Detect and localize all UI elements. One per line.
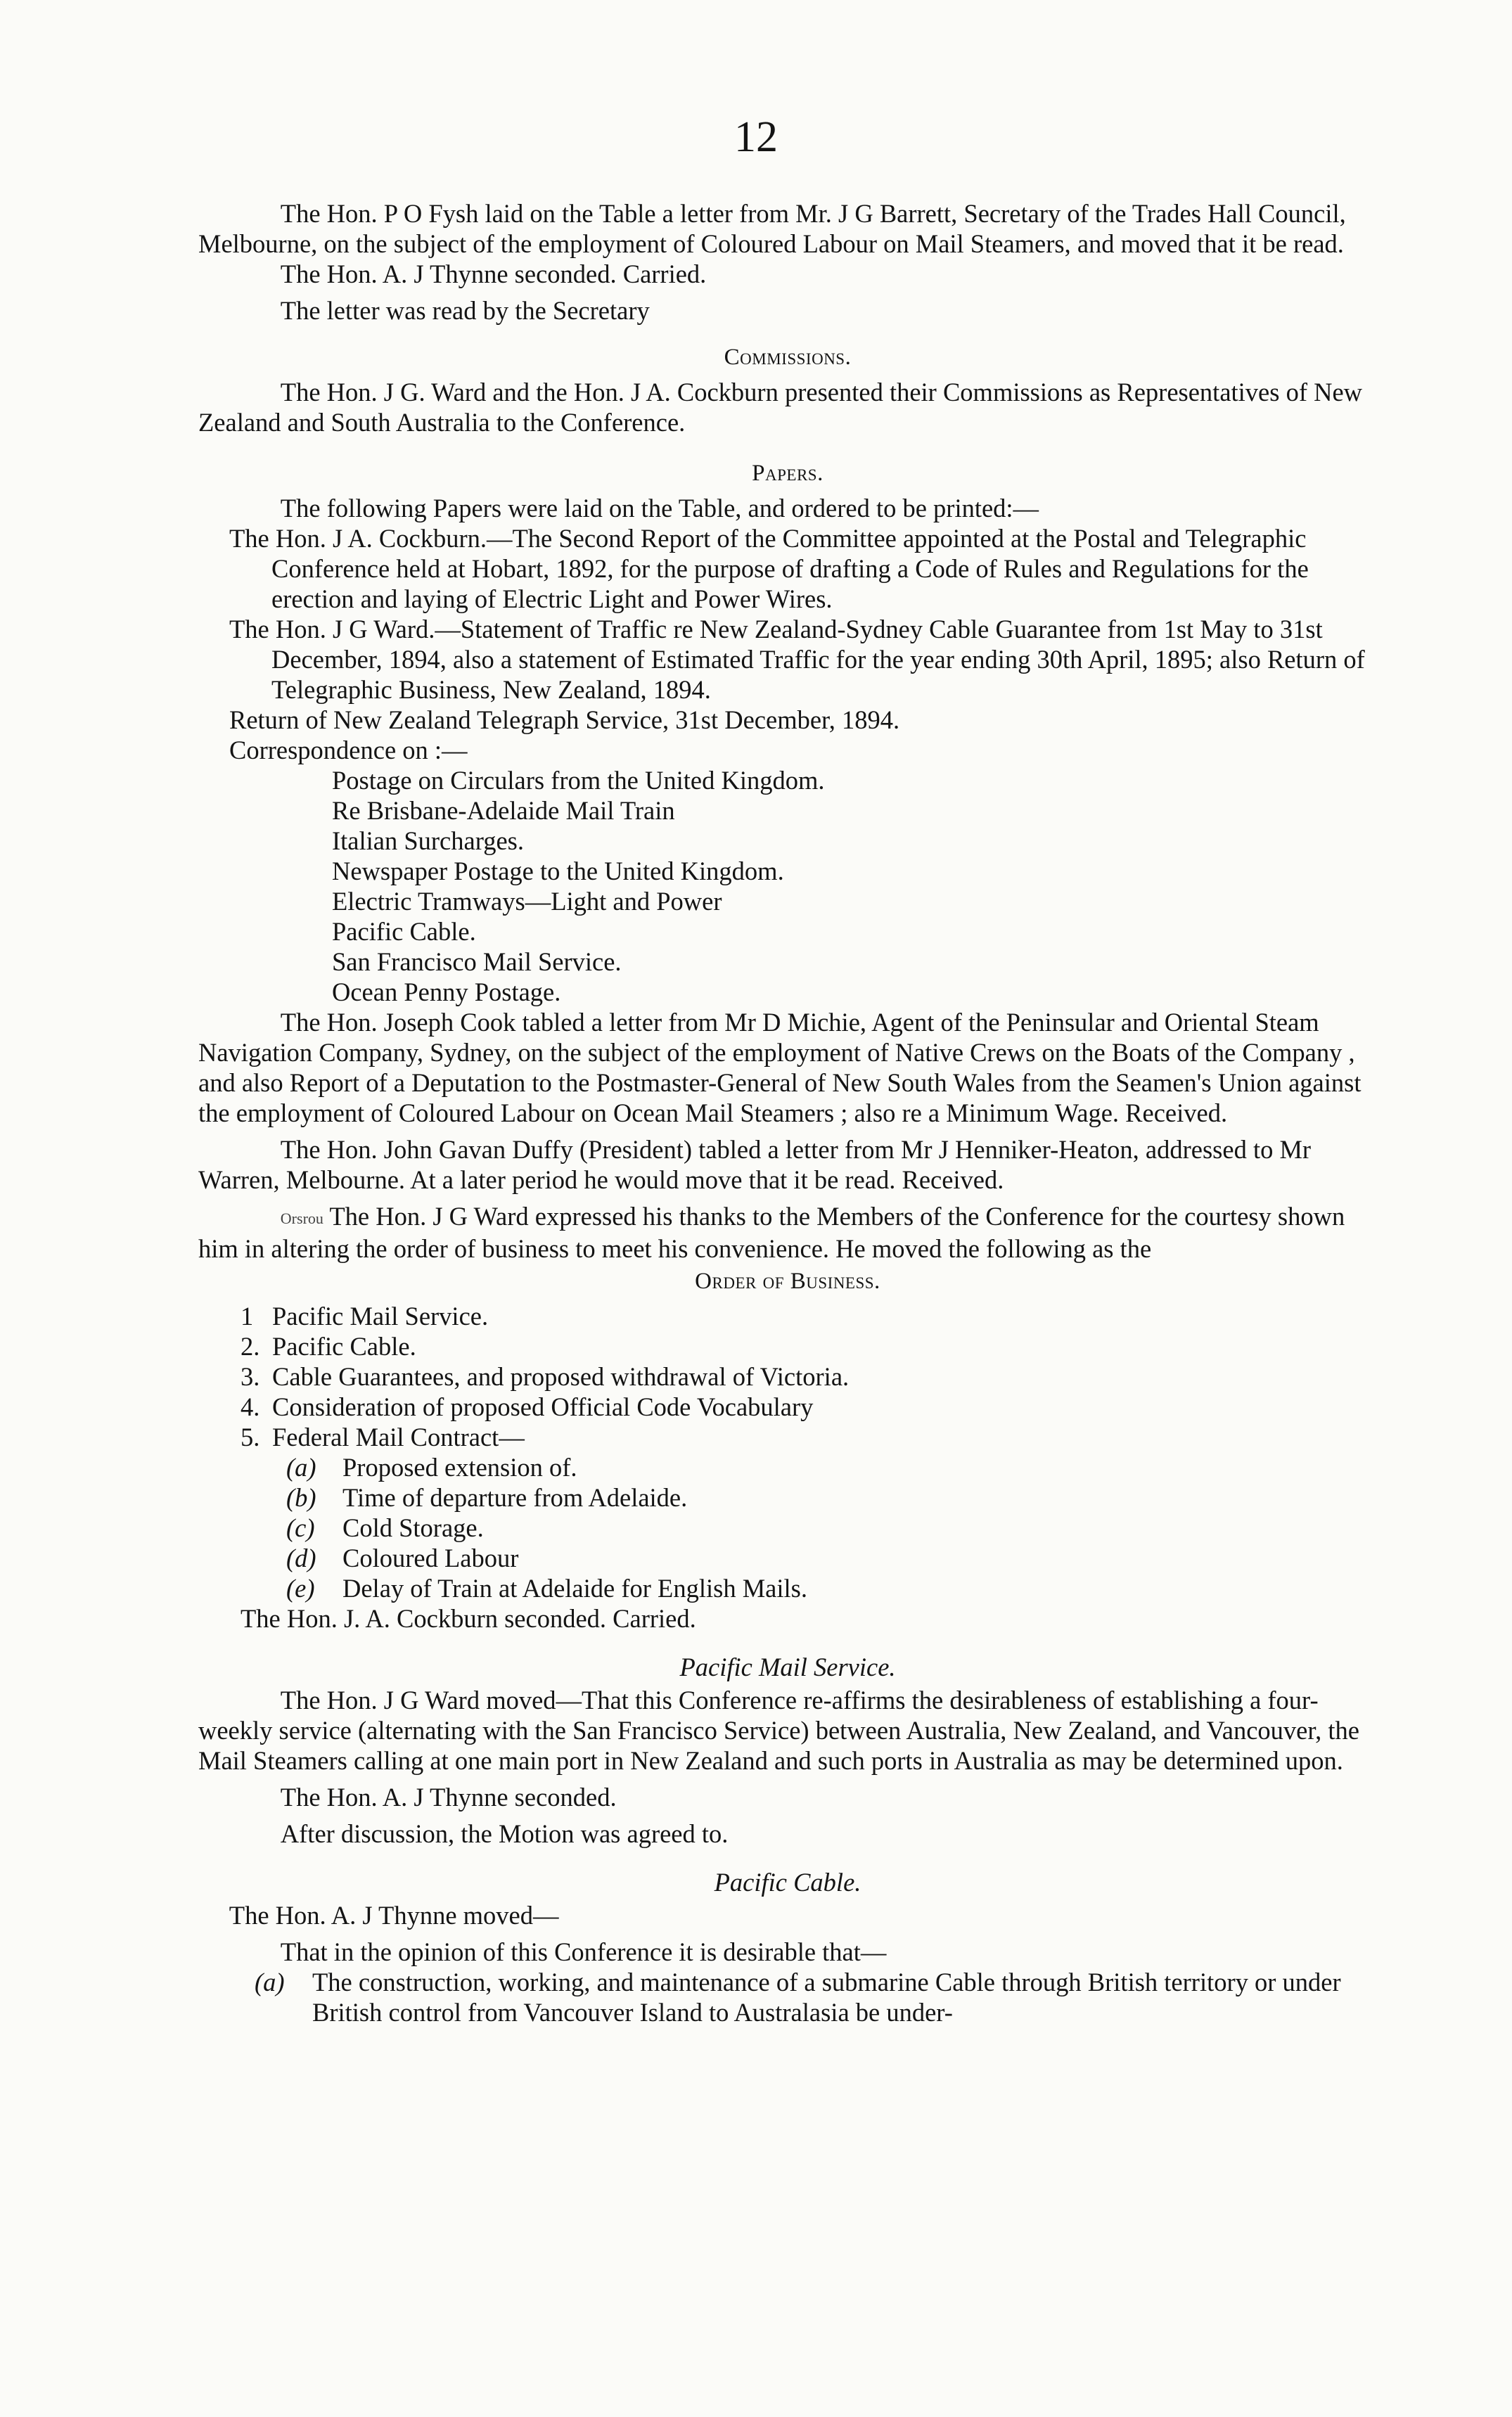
paragraph-cook-letter: The Hon. Joseph Cook tabled a letter from Mr D Michie, Agent of the Peninsular and Oriental Steam Navigation Company, Sydney, on the subject of the employment of Native Crews on the Boats of the Company , and also Report of a Deputation to the Postmaster-General of New South Wales from the Seamen's Union against the employment of Coloured Labour on Ocean Mail Steamers ; also re a Minimum Wage. Received. [198, 1008, 1362, 1127]
paragraph-papers-intro: The following Papers were laid on the Table, and ordered to be printed:— [280, 494, 1039, 522]
sublist-item [286, 1513, 1377, 1543]
list-item: Re Brisbane-Adelaide Mail Train [332, 796, 675, 825]
list-item [241, 1331, 1377, 1361]
list-item: Newspaper Postage to the United Kingdom. [332, 857, 784, 885]
page-body [198, 198, 1377, 2027]
paragraph-ward-motion: The Hon. J G Ward moved—That this Conference re-affirms the desirableness of establishing a four-weekly service (alternating with the San Francisco Service) between Australia, New Zealand, and Vancouver, the Mail Steamers calling at one main port in New Zealand and such ports in Australia as may be determined upon. [198, 1686, 1359, 1775]
list-item [241, 1422, 1377, 1452]
paragraph-cockburn-seconded: The Hon. J. A. Cockburn seconded. Carried. [241, 1604, 696, 1633]
paragraph-duffy-letter: The Hon. John Gavan Duffy (President) tabled a letter from Mr J Henniker-Heaton, addressed to Mr Warren, Melbourne. At a later period he would move that it be read. Received. [198, 1135, 1312, 1194]
sublist-item [286, 1573, 1377, 1603]
paragraph-correspondence-on: Correspondence on :— [229, 736, 468, 764]
item-text: Pacific Cable. [272, 1332, 416, 1361]
item-text: Cable Guarantees, and proposed withdrawal of Victoria. [272, 1362, 850, 1391]
item-label: (b) [286, 1483, 316, 1512]
paragraph-motion-agreed: After discussion, the Motion was agreed to. [280, 1819, 729, 1848]
list-item [241, 1361, 1377, 1392]
heading-pacific-cable: Pacific Cable. [714, 1868, 861, 1897]
paragraph-cockburn-report: The Hon. J A. Cockburn.—The Second Report of the Committee appointed at the Postal and Telegraphic Conference held at Hobart, 1892, for the purpose of drafting a Code of Rules and Regulations for the erection and laying of Electric Light and Power Wires. [229, 524, 1309, 613]
item-text: Pacific Mail Service. [272, 1302, 489, 1331]
item-text: Federal Mail Contract— [272, 1423, 525, 1451]
federal-contract-sublist [286, 1452, 1377, 1603]
order-of-business-list [241, 1301, 1377, 1452]
paragraph-letter-read: The letter was read by the Secretary [280, 296, 650, 325]
item-number: 2. [241, 1332, 260, 1361]
paragraph-ward-statement: The Hon. J G Ward.—Statement of Traffic re New Zealand-Sydney Cable Guarantee from 1st May to 31st December, 1894, also a statement of Estimated Traffic for the year ending 30th April, 1895; also Return of Telegraphic Business, New Zealand, 1894. [229, 615, 1365, 704]
cable-item [255, 1967, 1377, 2027]
item-label: (c) [286, 1513, 315, 1542]
list-item: Italian Surcharges. [332, 826, 524, 855]
heading-commissions: Commissions. [724, 345, 852, 370]
item-number: 4. [241, 1392, 260, 1421]
sublist-item [286, 1482, 1377, 1513]
item-label: (d) [286, 1544, 316, 1572]
paragraph-fysh-letter: The Hon. P O Fysh laid on the Table a letter from Mr. J G Barrett, Secretary of the Trades Hall Council, Melbourne, on the subject of the employment of Coloured Labour on Mail Steamers, and moved that it be read. [198, 199, 1346, 258]
item-text: Time of departure from Adelaide. [342, 1483, 688, 1512]
item-text: The construction, working, and maintenance of a submarine Cable through British territory or under British control from Vancouver Island to Australasia be under- [312, 1968, 1341, 2027]
heading-pacific-mail-service: Pacific Mail Service. [679, 1653, 896, 1681]
sublist-item [286, 1452, 1377, 1482]
page-number: 12 [734, 113, 778, 161]
item-label: (a) [255, 1968, 285, 1996]
sublist-item [286, 1543, 1377, 1573]
paragraph-ward-thanks [198, 1201, 1377, 1264]
list-item: Ocean Penny Postage. [332, 977, 561, 1006]
list-item: Postage on Circulars from the United Kingdom. [332, 766, 825, 795]
paragraph-ward-thanks-text: The Hon. J G Ward expressed his thanks to the Members of the Conference for the courtesy shown him in altering the order of business to meet his convenience. He moved the following as the [198, 1202, 1345, 1263]
item-label: (a) [286, 1453, 316, 1482]
list-item [241, 1392, 1377, 1422]
paragraph-nz-telegraph-return: Return of New Zealand Telegraph Service, 31st December, 1894. [229, 705, 900, 734]
paragraph-conference-opinion: That in the opinion of this Conference it is desirable that— [280, 1937, 887, 1966]
item-label: (e) [286, 1574, 315, 1603]
correspondence-list [198, 765, 1377, 1007]
paragraph-thynne-seconded: The Hon. A. J Thynne seconded. Carried. [280, 259, 707, 288]
item-number: 3. [241, 1362, 260, 1391]
list-item [241, 1301, 1377, 1331]
list-item: Electric Tramways—Light and Power [332, 887, 722, 916]
item-text: Consideration of proposed Official Code Vocabulary [272, 1392, 814, 1421]
item-text: Proposed extension of. [342, 1453, 577, 1482]
item-text: Coloured Labour [342, 1544, 519, 1572]
margin-note: Orsrou [280, 1210, 323, 1227]
item-number: 1 [241, 1302, 254, 1331]
item-number: 5. [241, 1423, 260, 1451]
paragraph-thynne-seconded-2: The Hon. A. J Thynne seconded. [280, 1783, 617, 1812]
paragraph-thynne-moved: The Hon. A. J Thynne moved— [229, 1901, 559, 1930]
item-text: Cold Storage. [342, 1513, 484, 1542]
heading-order-of-business: Order of Business. [695, 1269, 880, 1294]
paragraph-commissions: The Hon. J G. Ward and the Hon. J A. Cockburn presented their Commissions as Representatives of New Zealand and South Australia to the Conference. [198, 378, 1363, 437]
heading-papers: Papers. [752, 461, 824, 486]
item-text: Delay of Train at Adelaide for English Mails. [342, 1574, 807, 1603]
list-item: Pacific Cable. [332, 917, 476, 946]
list-item: San Francisco Mail Service. [332, 947, 622, 976]
